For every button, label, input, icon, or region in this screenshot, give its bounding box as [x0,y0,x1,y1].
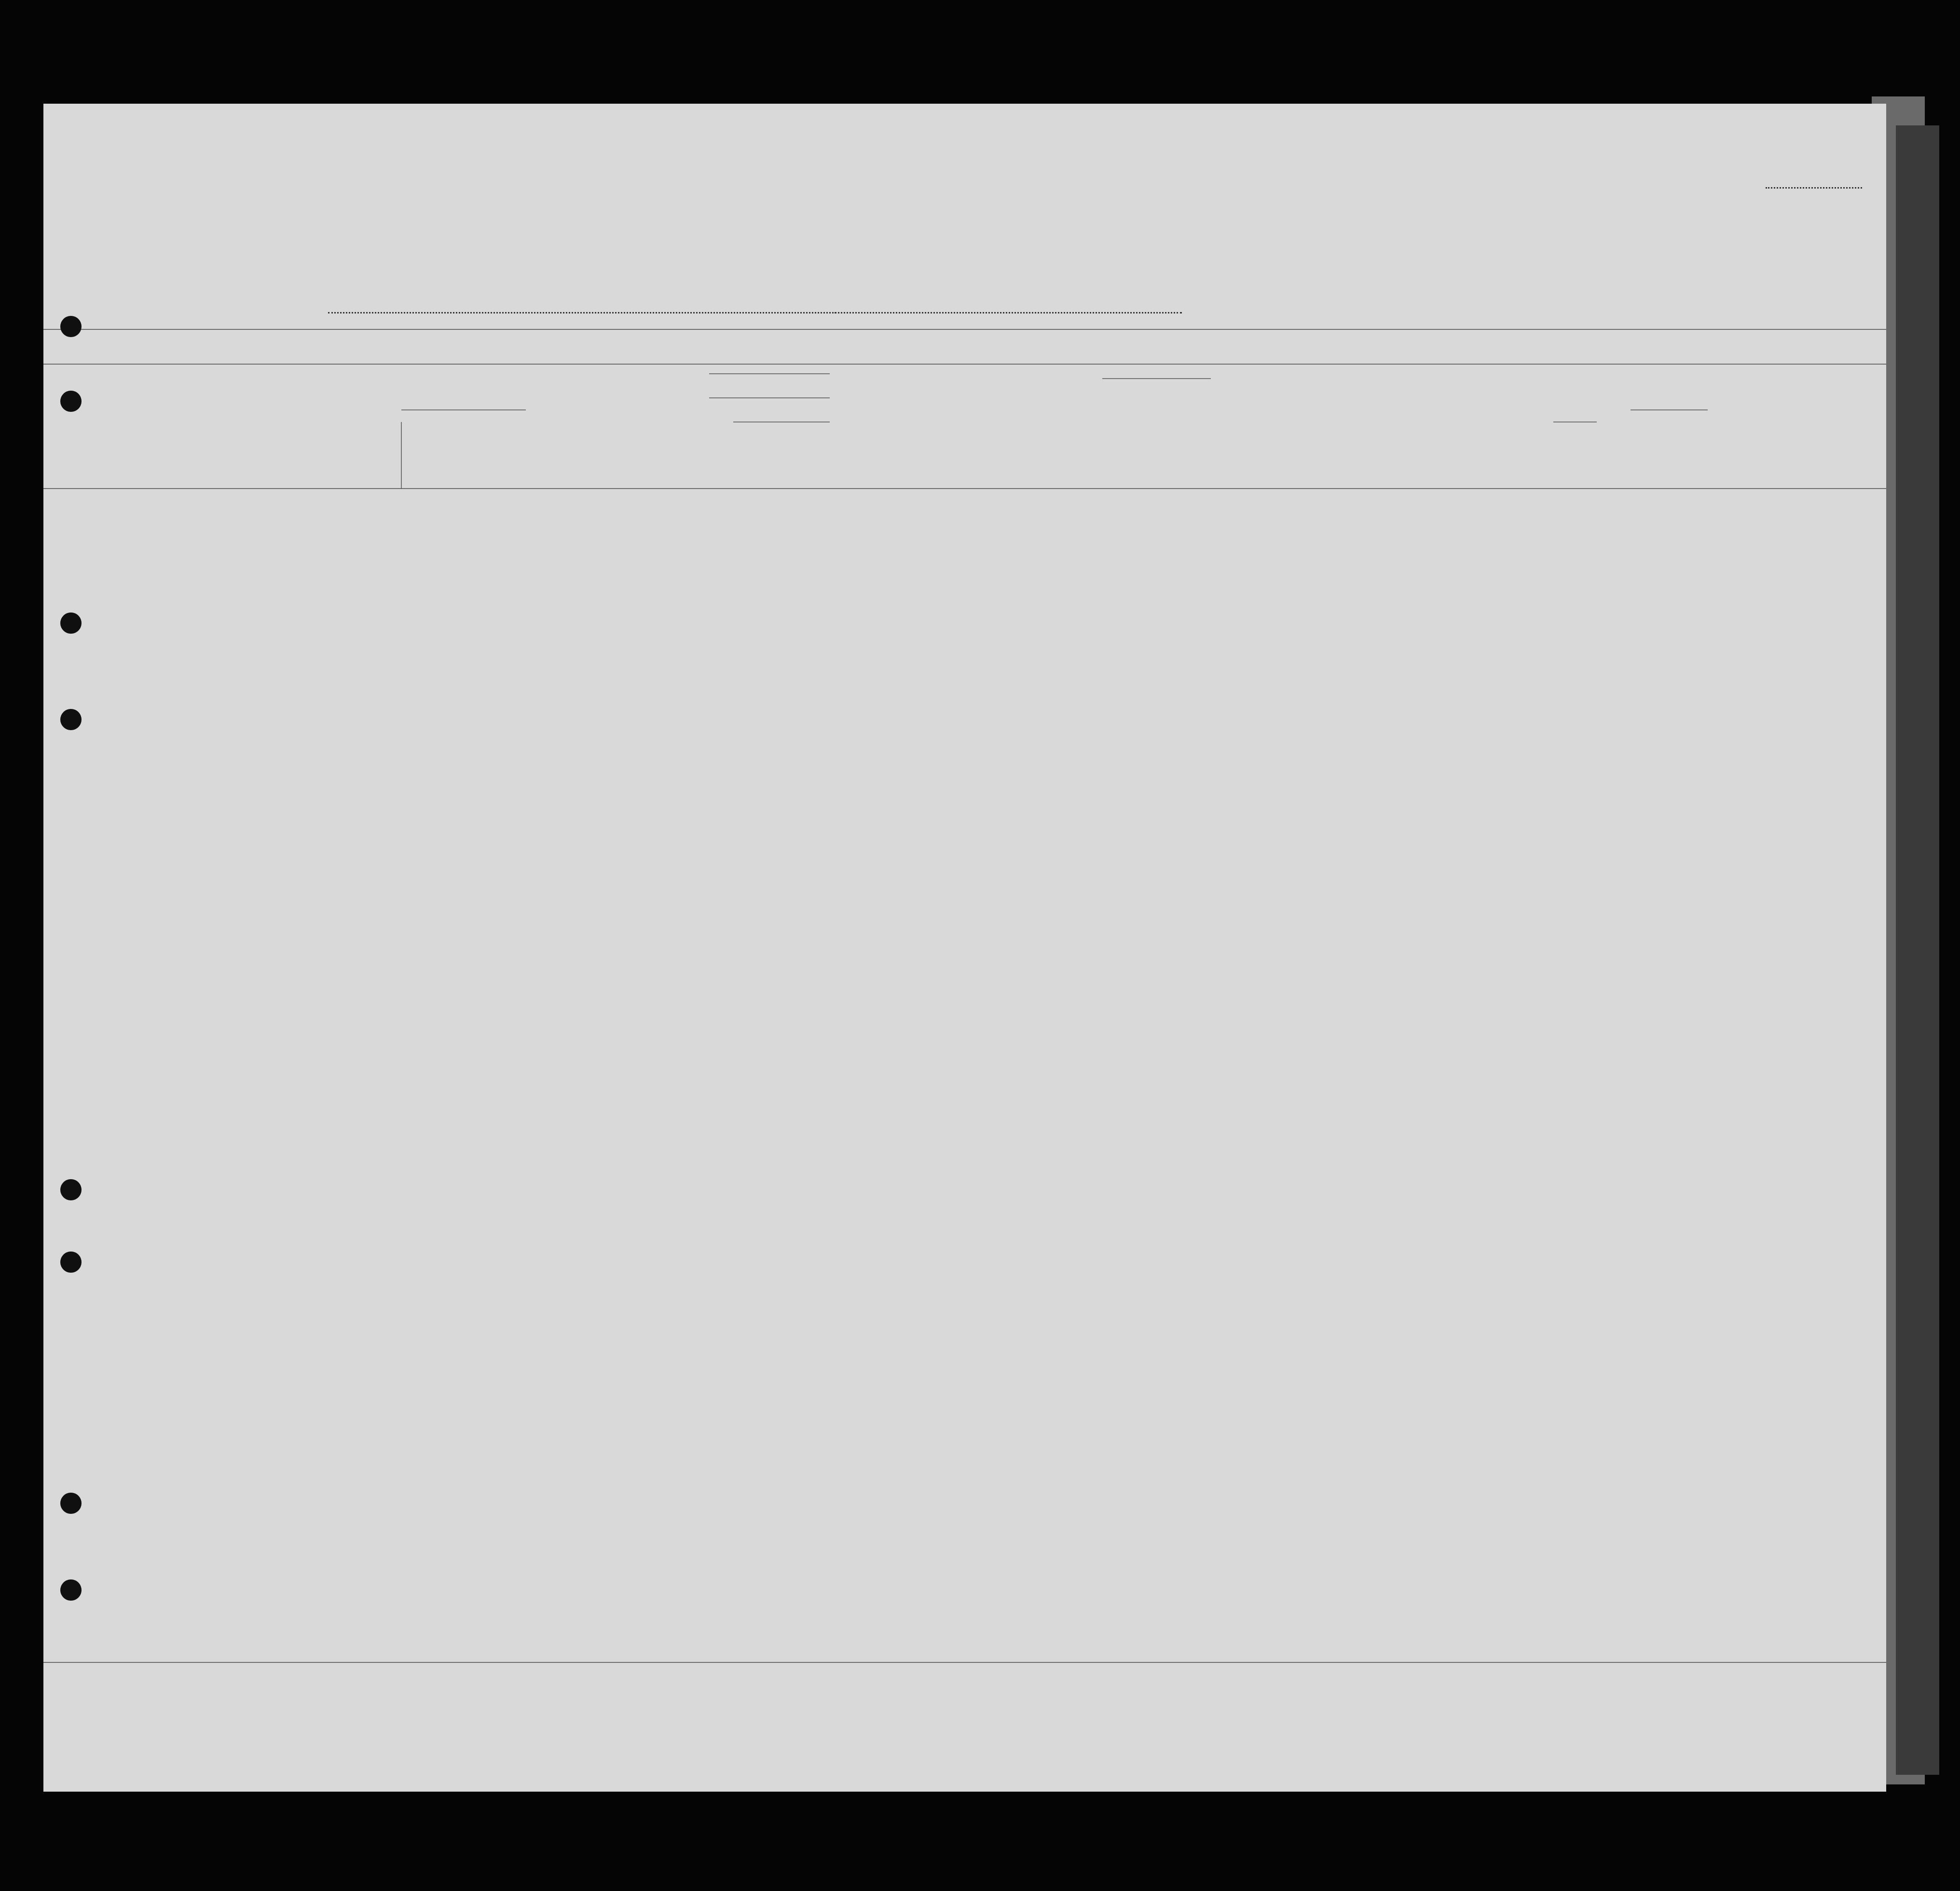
binder-hole [60,316,82,337]
form-grid [43,104,1886,1792]
page-stack-edge-dark [1896,125,1939,1775]
binder-hole [60,1179,82,1200]
binder-hole [60,391,82,412]
binder-hole [60,612,82,634]
manifest-sheet [43,104,1886,1792]
binder-hole [60,709,82,730]
binder-hole [60,1579,82,1601]
binder-hole [60,1252,82,1273]
binder-hole [60,1493,82,1514]
